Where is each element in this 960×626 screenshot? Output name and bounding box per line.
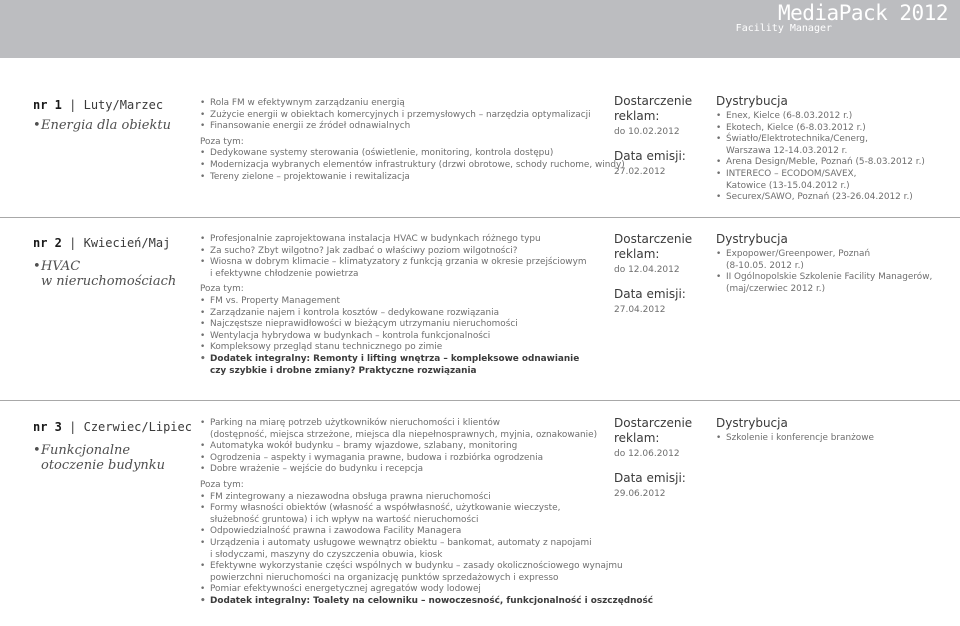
distribution-item: • Światło/Elektrotechnika/Cenerg, [716,134,956,146]
distribution-item: • Ekotech, Kielce (6-8.03.2012 r.) [716,123,956,135]
issue-deadline [614,416,709,511]
issue-date-label: Data emisji: [614,287,686,301]
distribution-item: • INTERECO – ECODOM/SAVEX, [716,169,956,181]
deadline-label: Dostarczenie reklam: [614,94,693,123]
issue-date: 29.06.2012 [614,489,666,499]
issue-distribution [716,94,956,204]
issue-heading: nr 2 | Kwiecień/Maj [33,236,171,250]
topic-item: i słodyczami, maszyny do czyszczenia obuwia, kiosk [210,549,443,560]
topic-item: • Dodatek integralny: Remonty i lifting wnętrza – kompleksowe odnawianie [200,354,610,366]
distribution-item: • Szkolenie i konferencje branżowe [716,433,956,445]
deadline-date: do 12.06.2012 [614,449,680,459]
section-divider [0,217,960,218]
topic-item: służebność gruntowa) i ich wpływ na wartość nieruchomości [210,514,479,525]
deadline-date: do 12.04.2012 [614,265,680,275]
header-subtitle: Facility Manager [735,23,832,34]
topic-item: • Parking na miarę potrzeb użytkowników nieruchomości i klientów [200,418,610,430]
topic-item: • Efektywne wykorzystanie części wspólnych w budynku – zasady okolicznościowego wynajmu [200,561,610,573]
section-divider [0,400,960,401]
distribution-item: • Securex/SAWO, Poznań (23-26.04.2012 r.) [716,192,956,204]
topic-item: • Rola FM w efektywnym zarządzaniu energią [200,98,610,110]
topic-item: • Wentylacja hybrydowa w budynkach – kontrola funkcjonalności [200,331,610,343]
issue-distribution [716,416,956,445]
issue-theme: •HVAC w nieruchomościach [33,259,177,289]
topic-item: • FM vs. Property Management [200,296,610,308]
issue-label [33,236,183,289]
distribution-label: Dystrybucja [716,94,788,108]
issue-date-label: Data emisji: [614,471,686,485]
poza-tym-label: Poza tym: [200,136,244,147]
issue-date-label: Data emisji: [614,149,686,163]
topic-item: • Formy własności obiektów (własność a współwłasność, użytkowanie wieczyste, [200,503,610,515]
issue-theme: •Energia dla obiektu [33,118,171,133]
poza-tym-label: Poza tym: [200,479,244,490]
distribution-item: • Arena Design/Meble, Poznań (5-8.03.2012 r.) [716,157,956,169]
topic-item: • Wiosna w dobrym klimacie – klimatyzatory z funkcją grzania w okresie przejściowym [200,257,610,269]
page-header [0,0,960,58]
topic-item: • Profesjonalnie zaprojektowana instalacja HVAC w budynkach różnego typu [200,234,610,246]
topic-item: • Zużycie energii w obiektach komercyjnych i przemysłowych – narzędzia optymalizacji [200,110,610,122]
distribution-item: • Expopower/Greenpower, Poznań [716,249,956,261]
issue-deadline [614,232,709,327]
topic-item: • Pomiar efektywności energetycznej agregatów wody lodowej [200,584,610,596]
issue-label [33,420,192,473]
topic-item: • FM zintegrowany a niezawodna obsługa prawna nieruchomości [200,492,610,504]
topic-item: • Dedykowane systemy sterowania (oświetlenie, monitoring, kontrola dostępu) [200,148,610,160]
topic-item: powierzchni nieruchomości na organizację punktów sprzedażowych i expresso [210,572,559,583]
topic-item: • Urządzenia i automaty usługowe wewnątrz obiektu – bankomat, automaty z napojami [200,538,610,550]
deadline-label: Dostarczenie reklam: [614,232,693,261]
deadline-label: Dostarczenie reklam: [614,416,693,445]
topic-item: • Za sucho? Zbyt wilgotno? Jak zadbać o właściwy poziom wilgotności? [200,246,610,258]
topic-item: • Najczęstsze nieprawidłowości w bieżącym utrzymaniu nieruchomości [200,319,610,331]
issue-distribution [716,232,956,295]
topic-item: • Odpowiedzialność prawna i zawodowa Facility Managera [200,526,610,538]
distribution-item: • Enex, Kielce (6-8.03.2012 r.) [716,111,956,123]
topic-item: • Dodatek integralny: Toalety na celowniku – nowoczesność, funkcjonalność i oszczędność [200,596,610,608]
header-title: MediaPack 2012 [777,1,948,25]
distribution-label: Dystrybucja [716,416,788,430]
topic-item: i efektywne chłodzenie powietrza [210,268,359,279]
topic-item: • Dobre wrażenie – wejście do budynku i recepcja [200,464,610,476]
distribution-item: (maj/czerwiec 2012 r.) [726,283,826,294]
topic-item: • Kompleksowy przegląd stanu technicznego po zimie [200,342,610,354]
issue-date: 27.04.2012 [614,305,666,315]
poza-tym-label: Poza tym: [200,284,244,295]
issue-heading: nr 3 | Czerwiec/Lipiec [33,420,192,434]
topic-item: • Tereny zielone – projektowanie i rewitalizacja [200,172,610,184]
topic-item: • Ogrodzenia – aspekty i wymagania prawne, budowa i rozbiórka ogrodzenia [200,453,610,465]
topic-item: • Zarządzanie najem i kontrola kosztów – dedykowane rozwiązania [200,308,610,320]
distribution-label: Dystrybucja [716,232,788,246]
issue-deadline [614,94,709,189]
topic-item: • Automatyka wokół budynku – bramy wjazdowe, szlabany, monitoring [200,441,610,453]
topic-item: • Finansowanie energii ze źródeł odnawialnych [200,121,610,133]
issue-theme: •Funkcjonalne otoczenie budynku [33,443,166,473]
issue-heading: nr 1 | Luty/Marzec [33,98,164,112]
topic-item: czy szybkie i drobne zmiany? Praktyczne rozwiązania [210,365,477,376]
issue-date: 27.02.2012 [614,167,666,177]
distribution-item: • II Ogólnopolskie Szkolenie Facility Managerów, [716,272,956,284]
distribution-item: Katowice (13-15.04.2012 r.) [726,180,850,191]
distribution-item: (8-10.05. 2012 r.) [726,260,804,271]
issue-label [33,98,183,133]
issue-topics [200,234,610,377]
issue-topics [200,98,625,183]
distribution-item: Warszawa 12-14.03.2012 r. [726,145,848,156]
topic-item: (dostępność, miejsca strzeżone, miejsca dla niepełnosprawnych, myjnia, oznakowanie) [210,429,598,440]
topic-item: • Modernizacja wybranych elementów infrastruktury (drzwi obrotowe, schody ruchome, windy) [200,160,610,172]
deadline-date: do 10.02.2012 [614,127,680,137]
